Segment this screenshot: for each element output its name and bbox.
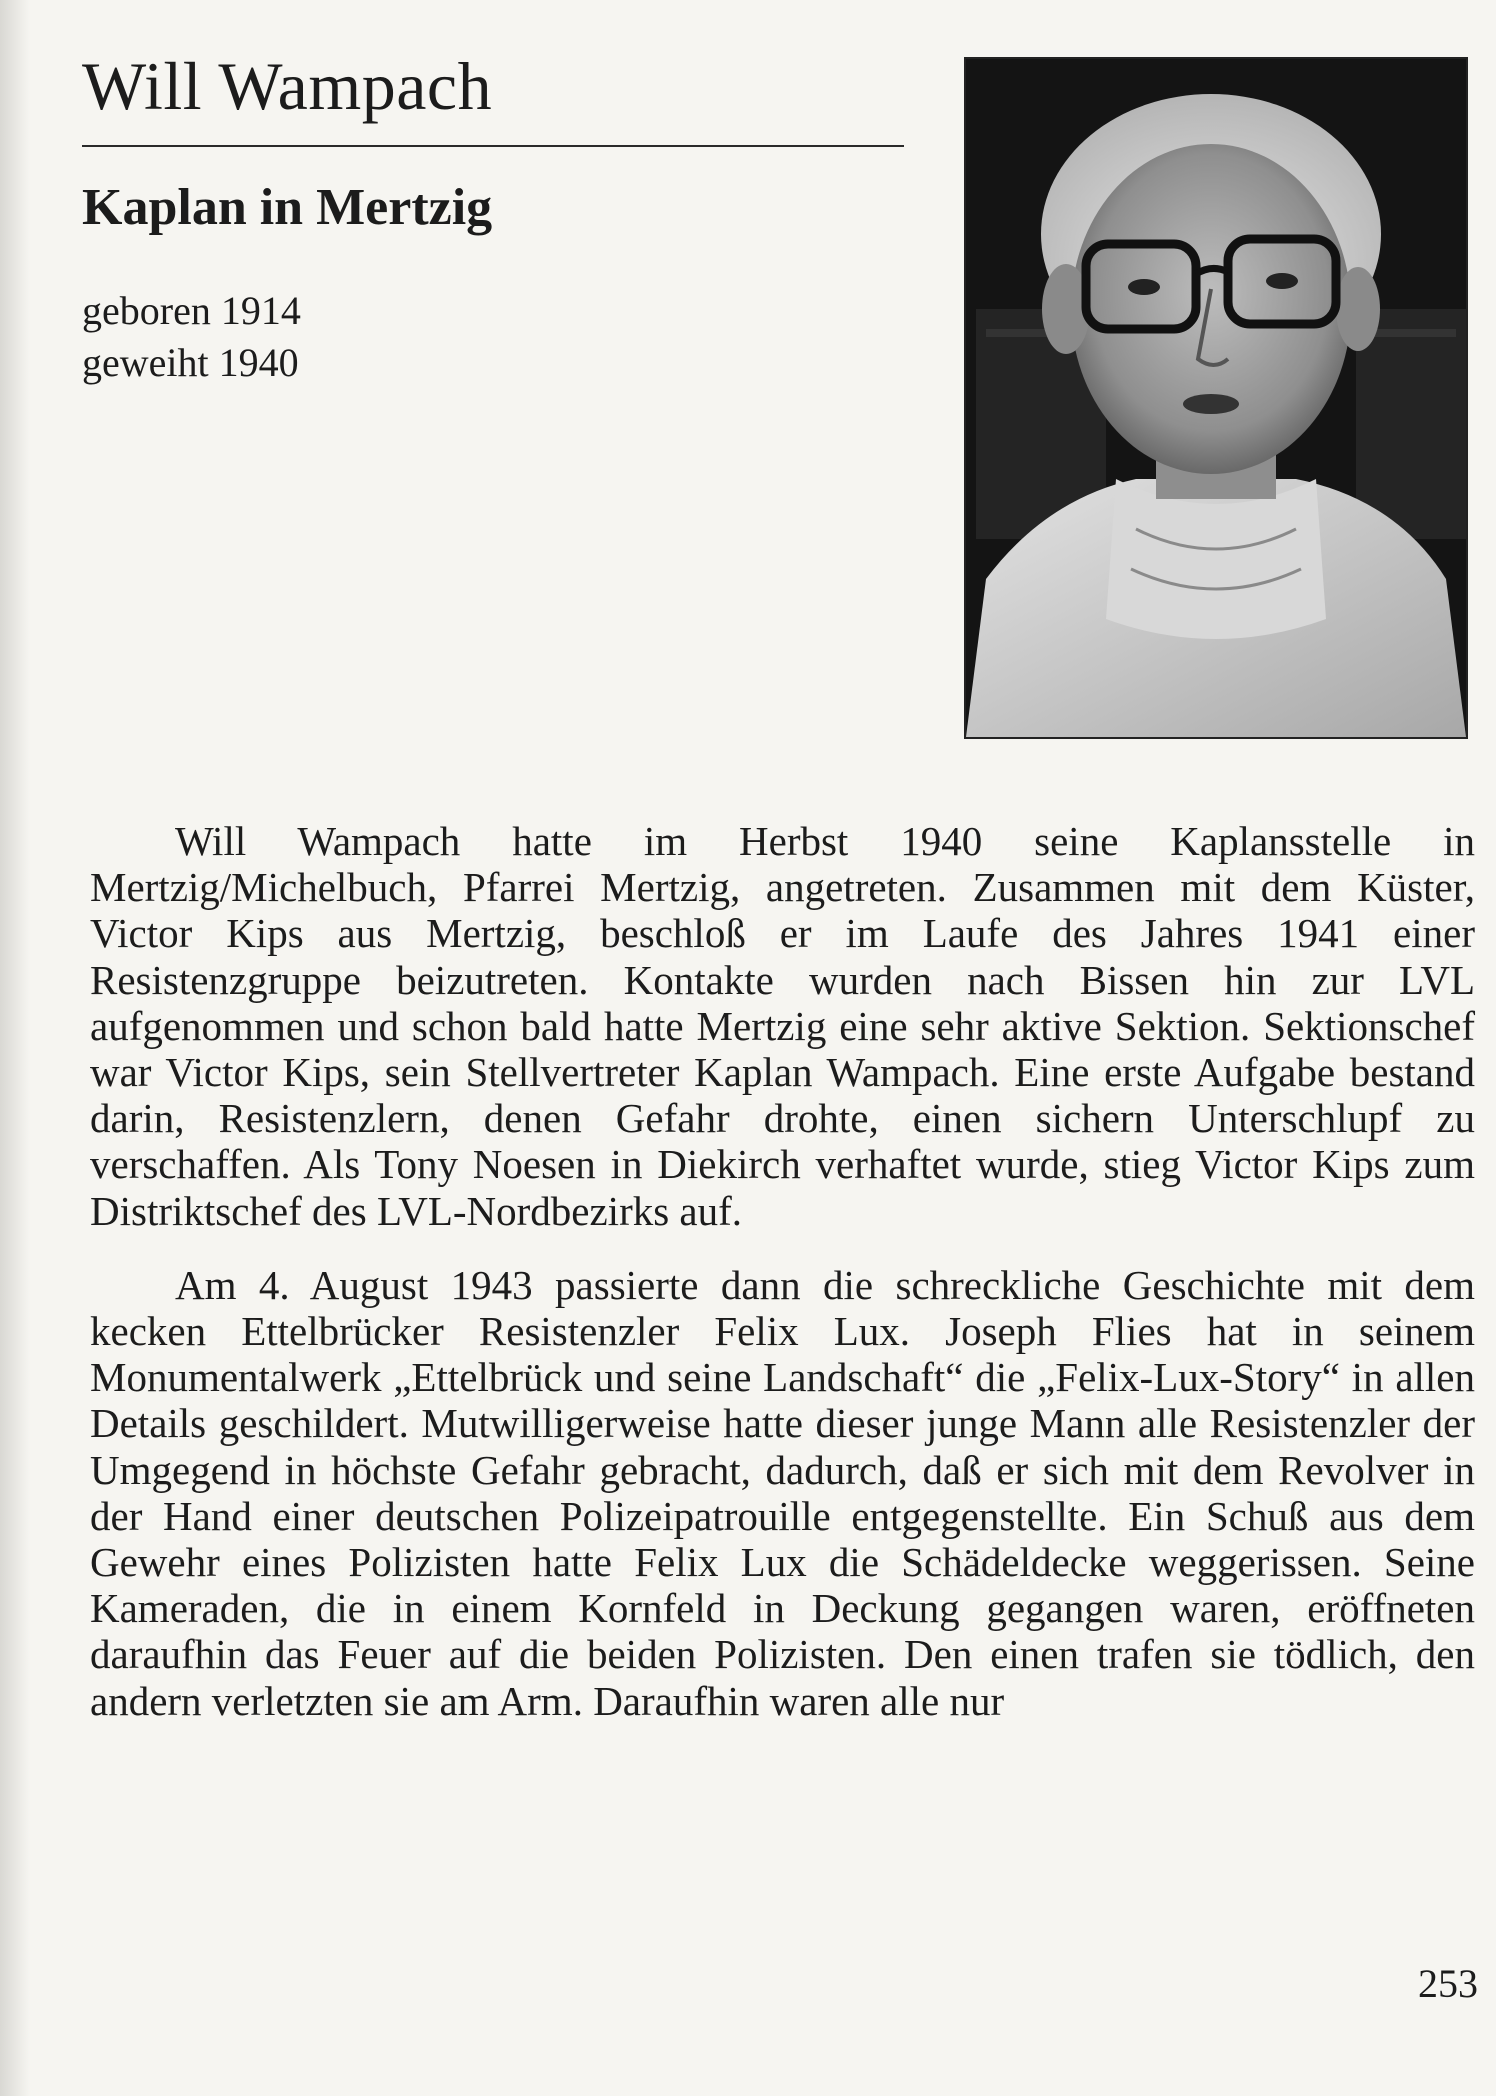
subtitle: Kaplan in Mertzig: [82, 179, 493, 236]
birth-year: geboren 1914: [82, 288, 301, 333]
page-gutter-shadow: [0, 0, 30, 2096]
body-paragraph: Will Wampach hatte im Herbst 1940 seine Kaplansstelle in Mertzig/Michelbuch, Pfarrei Mertzig, angetreten. Zusammen mit dem Küster, Victor Kips aus Mertzig, beschloß er im Laufe des Jahres 1941 einer Resistenzgruppe beizutreten. Kontakte wurden nach Bissen hin zur LVL aufgenommen und schon bald hatte Mertzig eine sehr aktive Sektion. Sektionschef war Victor Kips, sein Stellvertreter Kaplan Wampach. Eine erste Aufgabe bestand darin, Resistenzlern, denen Gefahr drohte, einen sichern Unterschlupf zu verschaffen. Als Tony Noesen in Diekirch verhaftet wurde, stieg Victor Kips zum Distriktschef des LVL-Nordbezirks auf.: [90, 818, 1475, 1234]
portrait-illustration: [966, 59, 1466, 737]
article-body: [90, 818, 1475, 1752]
portrait-photo: [964, 57, 1468, 739]
page-title: Will Wampach: [82, 48, 493, 124]
page-number: 253: [1418, 1961, 1478, 2006]
biographical-dates: [82, 285, 301, 389]
title-divider: [82, 145, 904, 147]
body-paragraph: Am 4. August 1943 passierte dann die schreckliche Geschichte mit dem kecken Ettelbrücker Resistenzler Felix Lux. Joseph Flies hat in seinem Monumentalwerk „Ettelbrück und seine Landschaft“ die „Felix-Lux-Story“ in allen Details geschildert. Mutwilligerweise hatte dieser junge Mann alle Resistenzler der Umgegend in höchste Gefahr gebracht, dadurch, daß er sich mit dem Revolver in der Hand einer deutschen Polizeipatrouille entgegenstellte. Ein Schuß aus dem Gewehr eines Polizisten hatte Felix Lux die Schädeldecke weggerissen. Seine Kameraden, die in einem Kornfeld in Deckung gegangen waren, eröffneten daraufhin das Feuer auf die beiden Polizisten. Den einen trafen sie tödlich, den andern verletzten sie am Arm. Daraufhin waren alle nur: [90, 1261, 1475, 1724]
ordination-year: geweiht 1940: [82, 340, 299, 385]
